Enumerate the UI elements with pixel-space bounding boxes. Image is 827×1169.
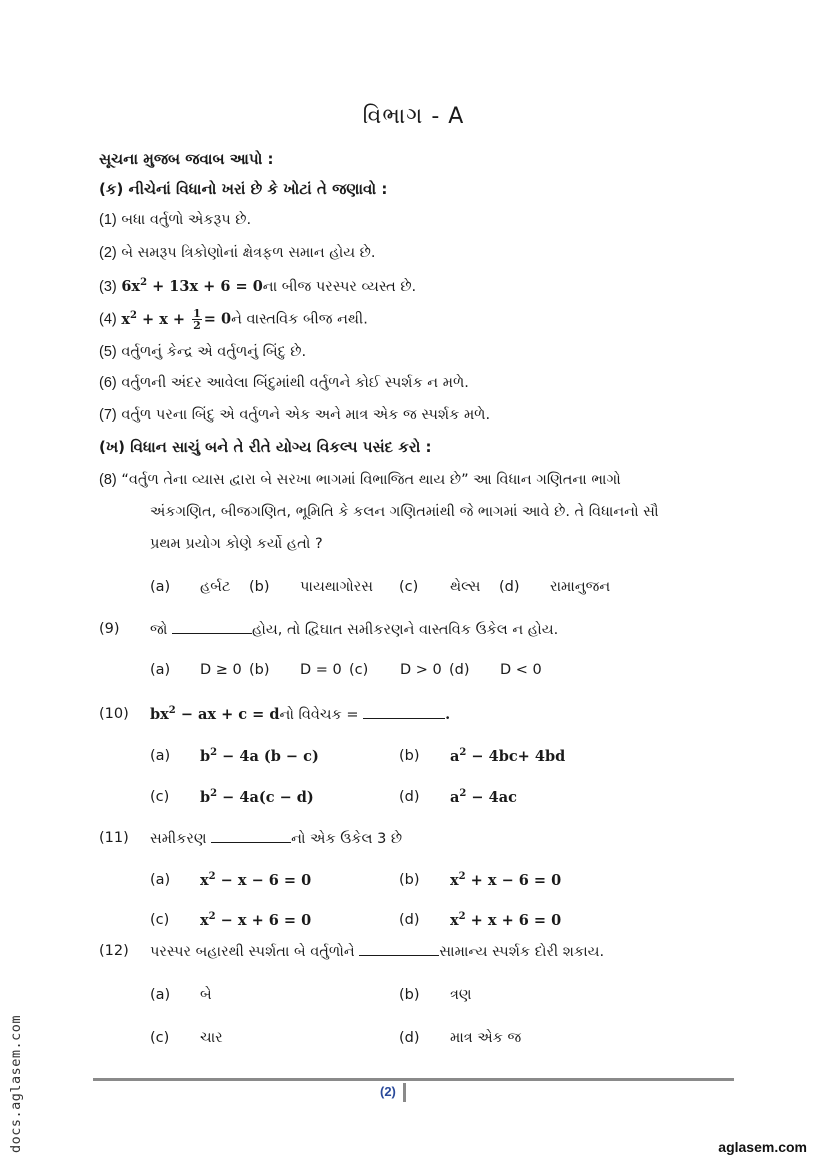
question-number: (4): [99, 311, 117, 328]
option-label[interactable]: (a): [150, 872, 171, 888]
question-11: [150, 830, 402, 847]
question-text: સામાન્ય સ્પર્શક દોરી શકાય.: [439, 944, 605, 960]
option-text[interactable]: $a^2 - 4ac$: [450, 788, 517, 806]
question-4: (4) $x^2 + x$ + $\frac{1}{2}$ = 0ને વાસ્તવિક બીજ નથી.: [99, 307, 368, 332]
page-number-bar: [403, 1083, 406, 1102]
question-3: [99, 278, 416, 295]
question-text: વર્તુળ પરના બિંદુ એ વર્તુળને એક અને માત્ર એક જ સ્પર્શક મળે.: [121, 407, 491, 423]
option-label[interactable]: (c): [150, 789, 170, 805]
option-text[interactable]: પાયથાગોરસ: [300, 579, 373, 595]
question-5: [99, 344, 306, 360]
option-label[interactable]: (b): [399, 748, 420, 764]
question-text: સમીકરણ: [150, 831, 212, 847]
question-text: જો: [150, 622, 172, 638]
part-kh-heading: (ખ) વિધાન સાચું બને તે રીતે યોગ્ય વિકલ્પ પસંદ કરો :: [99, 438, 432, 456]
question-number: (7): [99, 407, 117, 423]
option-text[interactable]: $b^2 - 4a(c - d)$: [200, 788, 314, 806]
question-number: (9): [99, 621, 120, 637]
question-number: (2): [99, 245, 117, 261]
option-label[interactable]: (d): [399, 912, 420, 928]
part-k-heading: (ક) નીચેનાં વિધાનો ખરાં છે કે ખોટાં તે જણાવો :: [99, 180, 388, 198]
page-number: (2): [380, 1084, 396, 1099]
option-label[interactable]: (a): [150, 987, 171, 1003]
option-label[interactable]: (b): [399, 987, 420, 1003]
option-label[interactable]: (d): [399, 1030, 420, 1046]
option-label[interactable]: (d): [449, 662, 470, 678]
answer-blank: [359, 943, 439, 956]
option-text[interactable]: માત્ર એક જ: [450, 1030, 522, 1046]
question-text: નો વિવેચક =: [279, 707, 364, 723]
option-label[interactable]: (c): [150, 1030, 170, 1046]
option-label[interactable]: (c): [150, 912, 170, 928]
option-text[interactable]: D ≥ 0: [200, 662, 242, 678]
answer-blank: [211, 830, 291, 843]
option-text[interactable]: થેલ્સ: [450, 579, 481, 595]
question-number: (5): [99, 344, 117, 360]
question-text: પરસ્પર બહારથી સ્પર્શતા બે વર્તુળોને: [150, 944, 360, 960]
option-text[interactable]: બે: [200, 987, 212, 1003]
option-text[interactable]: $x^2 - x - 6 = 0$: [200, 871, 312, 889]
question-10: $bx^2$ − ax + c = dનો વિવેચક = .: [150, 705, 451, 723]
option-label[interactable]: (d): [399, 789, 420, 805]
question-number: (6): [99, 375, 117, 391]
question-text: ના બીજ પરસ્પર વ્યસ્ત છે.: [262, 279, 417, 295]
equation: $bx^2$ − ax + c = d: [150, 705, 280, 723]
side-watermark: docs.aglasem.com: [8, 1014, 24, 1153]
option-label[interactable]: (a): [150, 579, 171, 595]
option-text[interactable]: હર્બટ: [200, 579, 231, 595]
instruction-heading: સૂચના મુજબ જવાબ આપો :: [99, 150, 274, 168]
question-number: (1): [99, 212, 117, 228]
question-8: [99, 472, 621, 488]
option-text[interactable]: ત્રણ: [450, 987, 472, 1003]
question-number: (11): [99, 830, 129, 846]
equation: $x^2 + x$ +: [121, 309, 191, 328]
question-text: હોય, તો દ્વિઘાત સમીકરણને વાસ્તવિક ઉકેલ ન હોય.: [251, 622, 559, 638]
question-text: ને વાસ્તવિક બીજ નથી.: [231, 311, 368, 328]
question-text: બે સમરૂપ ત્રિકોણોનાં ક્ષેત્રફળ સમાન હોય છે.: [121, 245, 376, 261]
question-number: (3): [99, 279, 117, 295]
option-label[interactable]: (b): [249, 662, 270, 678]
option-text[interactable]: D > 0: [400, 662, 442, 678]
question-9: [150, 621, 558, 638]
option-text[interactable]: $x^2 + x + 6 = 0$: [450, 911, 562, 929]
option-text[interactable]: $x^2 + x - 6 = 0$: [450, 871, 562, 889]
option-label[interactable]: (b): [399, 872, 420, 888]
option-label[interactable]: (a): [150, 662, 171, 678]
question-text: નો એક ઉકેલ 3 છે: [291, 831, 403, 847]
question-6: [99, 375, 469, 391]
option-text[interactable]: $a^2 - 4bc+ 4bd$: [450, 747, 566, 765]
option-text[interactable]: ચાર: [200, 1030, 223, 1046]
question-text: બધા વર્તુળો એકરૂપ છે.: [121, 212, 252, 228]
option-label[interactable]: (b): [249, 579, 270, 595]
section-title: વિભાગ - A: [362, 104, 465, 129]
brand-link[interactable]: aglasem.com: [718, 1139, 807, 1155]
question-text-line-1: “વર્તુળ તેના વ્યાસ દ્વારા બે સરખા ભાગમાં વિભાજિત થાય છે” આ વિધાન ગણિતના ભાગો: [121, 472, 621, 488]
question-number: (12): [99, 943, 129, 959]
fraction: $\frac{1}{2}$: [193, 307, 201, 332]
question-text-line-2: અંકગણિત, બીજગણિત, ભૂમિતિ કે કલન ગણિતમાંથી જે ભાગમાં આવે છે. તે વિધાનનો સૌ: [150, 504, 659, 520]
question-2: [99, 245, 376, 261]
option-text[interactable]: D < 0: [500, 662, 542, 678]
answer-blank: [363, 706, 445, 719]
question-text-line-3: પ્રથમ પ્રયોગ કોણે કર્યો હતો ?: [150, 536, 323, 552]
question-12: [150, 943, 604, 960]
option-label[interactable]: (c): [349, 662, 369, 678]
answer-blank: [172, 621, 252, 634]
option-text[interactable]: $b^2 - 4a$ (b − c): [200, 747, 319, 765]
equation: $6x^2 + 13x + 6 = 0$: [121, 277, 263, 295]
question-7: [99, 407, 490, 423]
option-label[interactable]: (c): [399, 579, 419, 595]
footer-divider: [93, 1078, 734, 1081]
option-text[interactable]: D = 0: [300, 662, 342, 678]
option-text[interactable]: $x^2 - x + 6 = 0$: [200, 911, 312, 929]
question-1: [99, 212, 251, 228]
question-number: (8): [99, 472, 117, 488]
option-text[interactable]: રામાનુજન: [550, 579, 611, 595]
question-text: વર્તુળની અંદર આવેલા બિંદુમાંથી વર્તુળને કોઈ સ્પર્શક ન મળે.: [121, 375, 469, 391]
option-label[interactable]: (d): [499, 579, 520, 595]
question-text: વર્તુળનું કેન્દ્ર એ વર્તુળનું બિંદુ છે.: [121, 344, 307, 360]
option-label[interactable]: (a): [150, 748, 171, 764]
question-number: (10): [99, 706, 129, 722]
